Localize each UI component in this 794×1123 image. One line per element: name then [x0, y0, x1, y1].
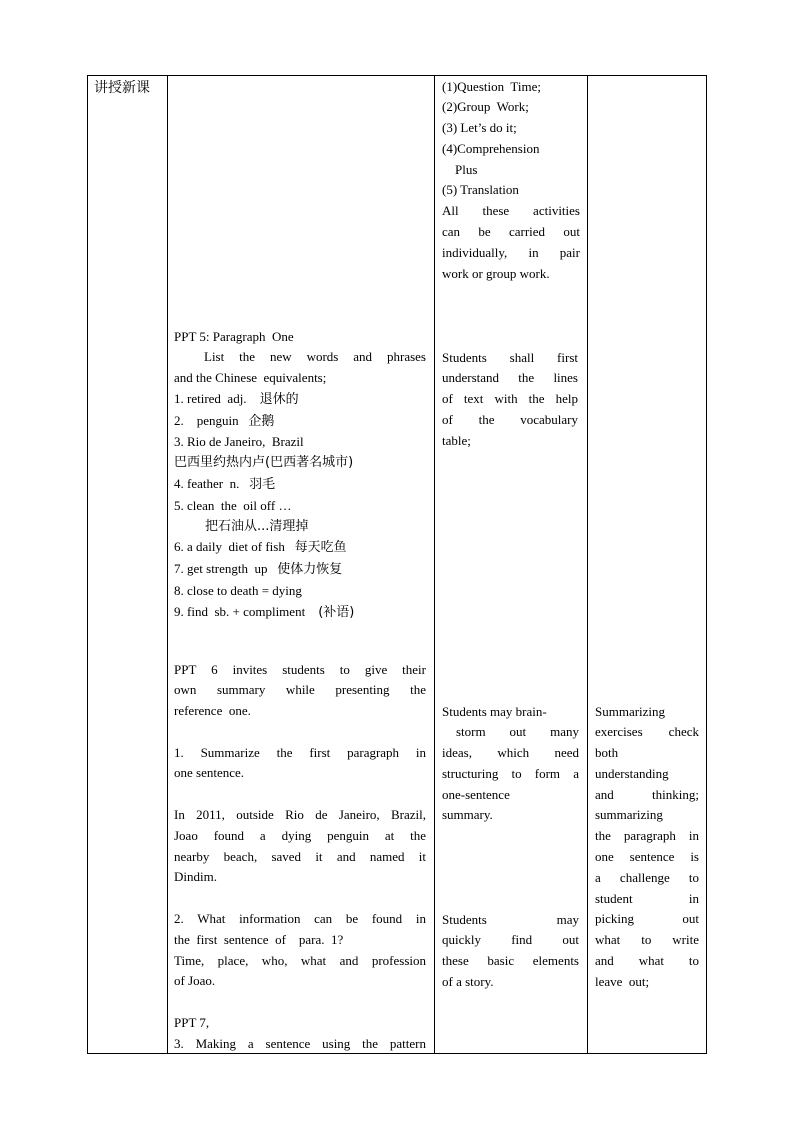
question-1: one sentence.: [174, 765, 245, 781]
column-divider-3: [587, 75, 588, 1054]
note-line: Summarizing: [595, 703, 666, 719]
ppt6-intro: own summary while presenting the: [174, 682, 426, 698]
note-line: student in: [595, 890, 699, 906]
vocab-item: [174, 411, 426, 433]
note-line: these basic elements: [442, 953, 579, 969]
question-1: 1. Summarize the first paragraph in: [174, 744, 426, 760]
vocab-item: 3. Rio de Janeiro, Brazil: [174, 434, 304, 450]
vocab-en: 7. get strength up: [174, 561, 268, 577]
activity-comprehension-plus: Plus: [442, 161, 478, 177]
note-line: Students may brain-: [442, 703, 547, 719]
vocab-en: 9. find sb. + compliment: [174, 603, 306, 619]
ppt6-purpose-note: [595, 702, 699, 993]
note-line: summary.: [442, 807, 493, 823]
table-border-right: [706, 75, 707, 1054]
answer-1: Joao found a dying penguin at the: [174, 827, 426, 843]
spacer: [174, 992, 426, 1013]
answer-1: Dindim.: [174, 869, 217, 885]
note-line: summarizing: [595, 807, 663, 823]
vocab-zh: 羽毛: [249, 477, 276, 493]
spacer: [174, 722, 426, 743]
table-border-left: [87, 75, 88, 1054]
vocab-en: 6. a daily diet of fish: [174, 539, 285, 555]
question-3: 3. Making a sentence using the pattern: [174, 1035, 426, 1051]
note-line: one-sentence: [442, 786, 510, 802]
vocab-zh: 把石油从...清理掉: [205, 518, 309, 534]
activity-comprehension: (4)Comprehension: [442, 140, 540, 156]
ppt6-student-note-2: [442, 910, 579, 993]
note-line: ideas, which need: [442, 745, 579, 761]
vocab-zh: 退休的: [259, 391, 299, 407]
vocab-en: 2. penguin: [174, 412, 239, 428]
note-line: table;: [442, 432, 471, 448]
question-2: 2. What information can be found in: [174, 911, 426, 927]
vocab-item: [174, 602, 426, 624]
activity-question-time: (1)Question Time;: [442, 78, 541, 94]
ppt6-intro: reference one.: [174, 703, 251, 719]
answer-1: nearby beach, saved it and named it: [174, 848, 426, 864]
answer-2: Time, place, who, what and profession: [174, 952, 426, 968]
vocab-zh: 巴西里约热内卢(巴西著名城市): [174, 455, 354, 471]
ppt7-title: PPT 7,: [174, 1015, 210, 1031]
vocab-item: [174, 537, 426, 559]
activity-group-work: (2)Group Work;: [442, 99, 529, 115]
answer-2: of Joao.: [174, 973, 216, 989]
note-line: understanding: [595, 765, 669, 781]
activities-note-line: individually, in pair: [442, 244, 580, 260]
note-line: of a story.: [442, 973, 494, 989]
activity-lets-do-it: (3) Let’s do it;: [442, 120, 517, 136]
note-line: structuring to form a: [442, 765, 579, 781]
table-border-top: [87, 75, 707, 76]
note-line: quickly find out: [442, 932, 579, 948]
ppt5-student-note: [442, 348, 578, 452]
note-line: Students shall first: [442, 349, 578, 365]
vocab-zh: 企鹅: [248, 413, 275, 429]
vocab-zh: (补语): [318, 604, 355, 620]
note-line: both: [595, 745, 619, 761]
ppt6-block: [174, 660, 426, 1055]
activities-note-line: All these activities: [442, 203, 580, 219]
note-line: and what to: [595, 953, 699, 969]
vocab-en: 1. retired adj.: [174, 390, 247, 406]
ppt5-block: [174, 327, 426, 624]
note-line: leave out;: [595, 973, 650, 989]
note-line: Students may: [442, 911, 579, 927]
vocab-item: [174, 559, 426, 581]
note-line: the paragraph in: [595, 828, 699, 844]
note-line: what to write: [595, 932, 699, 948]
vocab-item: [174, 389, 426, 411]
ppt6-intro: PPT 6 invites students to give their: [174, 661, 426, 677]
ppt5-title: PPT 5: Paragraph One: [174, 328, 294, 344]
ppt5-intro: List the new words and phrases: [204, 349, 426, 365]
activity-translation: (5) Translation: [442, 182, 519, 198]
vocab-en: 4. feather n.: [174, 476, 240, 492]
activities-note-line: work or group work.: [442, 265, 550, 281]
vocab-item: 5. clean the oil off …: [174, 497, 292, 513]
spacer: [174, 784, 426, 805]
vocab-item: [174, 474, 426, 496]
note-line: exercises check: [595, 724, 699, 740]
vocab-zh: 每天吃鱼: [294, 540, 347, 556]
section-label: 讲授新课: [94, 80, 150, 96]
spacer: [174, 888, 426, 909]
activities-list: [442, 77, 580, 285]
ppt6-student-note: [442, 702, 579, 827]
note-line: of the vocabulary: [442, 411, 578, 427]
note-line: picking out: [595, 911, 699, 927]
note-line: understand the lines: [442, 370, 578, 386]
ppt5-intro: and the Chinese equivalents;: [174, 370, 327, 386]
answer-1: In 2011, outside Rio de Janeiro, Brazil,: [174, 807, 426, 823]
vocab-zh: 使体力恢复: [277, 562, 343, 578]
note-line: storm out many: [456, 724, 579, 740]
note-line: a challenge to: [595, 869, 699, 885]
question-2: the first sentence of para. 1?: [174, 931, 344, 947]
column-divider-2: [434, 75, 435, 1054]
note-line: and thinking;: [595, 786, 699, 802]
activities-note-line: can be carried out: [442, 224, 580, 240]
vocab-item: 8. close to death = dying: [174, 583, 302, 599]
note-line: one sentence is: [595, 849, 699, 865]
column-divider-1: [167, 75, 168, 1054]
note-line: of text with the help: [442, 391, 578, 407]
